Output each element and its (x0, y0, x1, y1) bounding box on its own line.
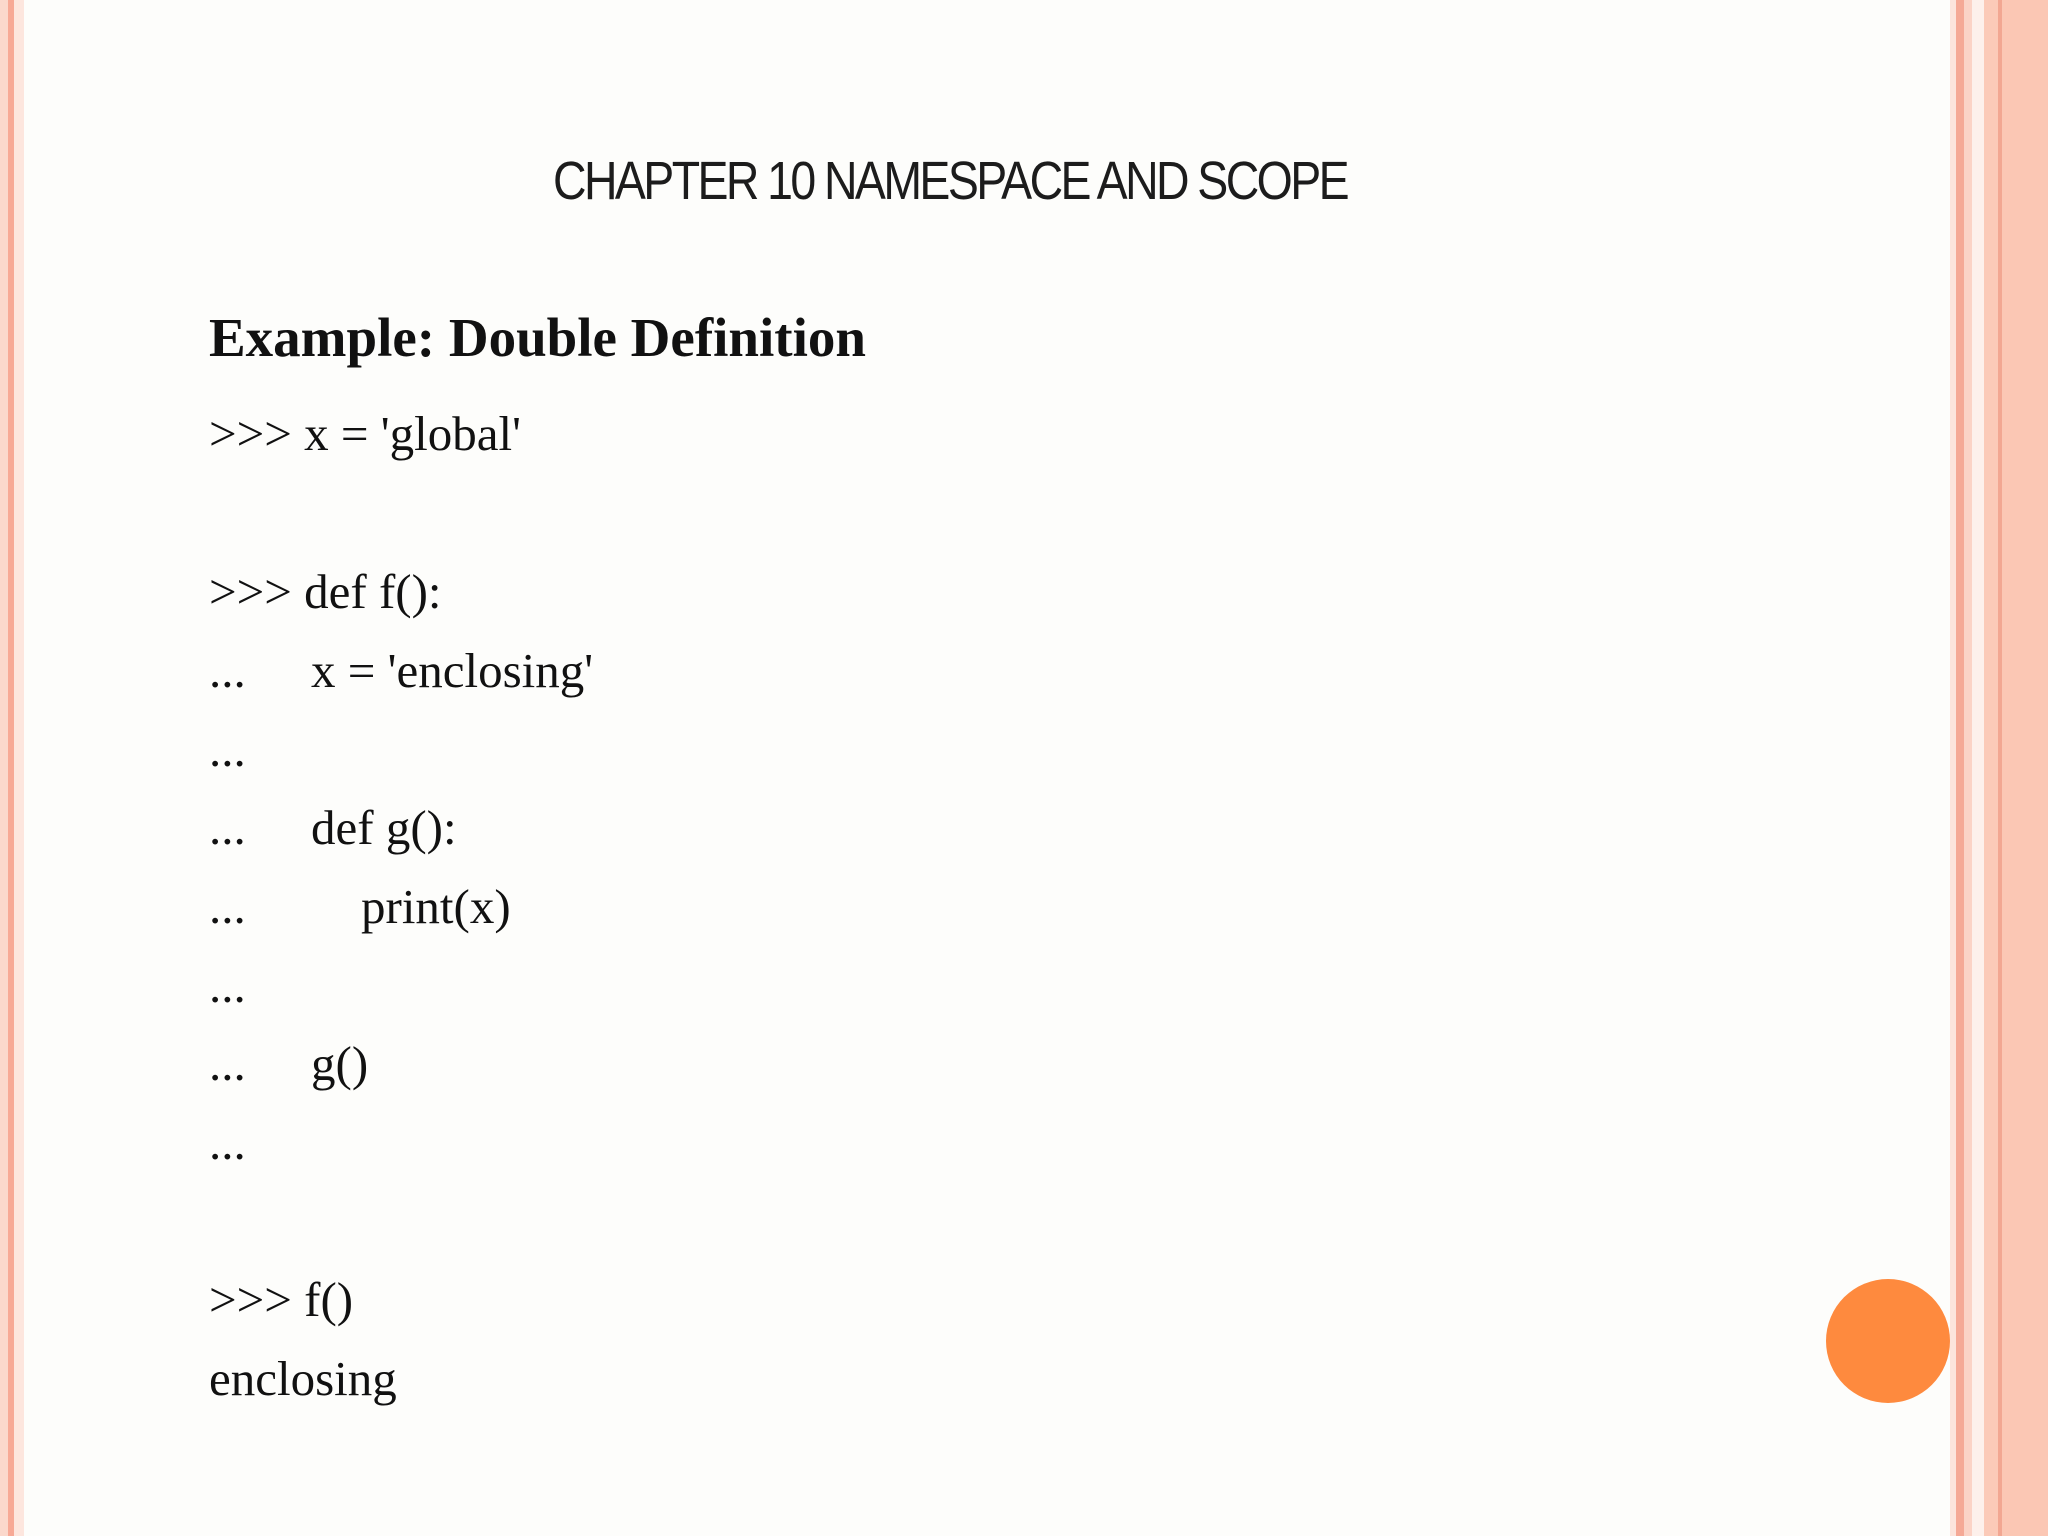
code-line-3 (209, 641, 593, 701)
code-line-7: ... (209, 958, 246, 1013)
code-line-6 (209, 877, 511, 937)
code-line-4: ... (209, 722, 246, 777)
code-line-11: enclosing (209, 1351, 397, 1406)
code-text: print(x) (361, 879, 511, 934)
left-decorative-border (0, 0, 24, 1536)
code-line-9: ... (209, 1115, 246, 1170)
slide-title: CHAPTER 10 NAMESPACE AND SCOPE (552, 151, 1347, 211)
code-line-1: >>> x = 'global' (209, 406, 521, 461)
code-prefix: ... (209, 1036, 246, 1091)
code-prefix: ... (209, 800, 246, 855)
code-text: x = 'enclosing' (311, 643, 594, 698)
right-decorative-border (1950, 0, 2048, 1536)
code-prefix: ... (209, 643, 246, 698)
code-prefix: ... (209, 879, 246, 934)
code-text: def g(): (311, 800, 457, 855)
code-text: g() (311, 1036, 369, 1091)
code-line-10: >>> f() (209, 1272, 354, 1327)
example-heading: Example: Double Definition (209, 307, 866, 368)
code-line-8 (209, 1034, 368, 1094)
code-line-5 (209, 798, 457, 858)
orange-circle-decoration (1826, 1279, 1950, 1403)
code-line-2: >>> def f(): (209, 564, 442, 619)
